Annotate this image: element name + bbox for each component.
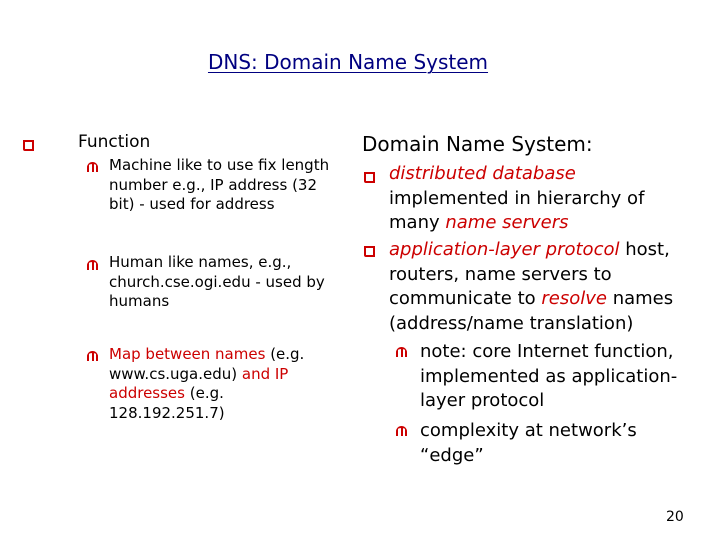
right-sub-note: note: core Internet function, implemented as application-layer protocol xyxy=(420,341,678,411)
right-item-distributed xyxy=(389,162,694,236)
sub-bullet-icon xyxy=(396,426,407,436)
right-heading: Domain Name System: xyxy=(362,132,593,156)
left-item-map xyxy=(109,345,341,423)
host-routers-text: host, routers, name servers to communicate to xyxy=(389,239,670,309)
right-sub-complexity: complexity at network’s “edge” xyxy=(420,420,637,466)
right-item-protocol xyxy=(389,238,694,336)
sub-bullet-icon xyxy=(87,162,98,172)
sub-bullet-icon xyxy=(87,351,98,361)
page-number: 20 xyxy=(666,509,684,525)
left-item-human: Human like names, e.g., church.cse.ogi.edu - used by humans xyxy=(109,253,325,310)
function-label: Function xyxy=(78,132,151,152)
hierarchy-text: implemented in hierarchy of many xyxy=(389,187,645,233)
ip-example-text: (e.g. 128.192.251.7) xyxy=(109,384,225,422)
application-layer-text: application-layer protocol xyxy=(389,239,620,260)
bullet-icon xyxy=(23,140,34,151)
left-item-machine: Machine like to use fix length number e.g., IP address (32 bit) - used for address xyxy=(109,156,330,213)
ip-addresses-text: and IP addresses xyxy=(109,364,289,402)
sub-bullet-icon xyxy=(396,347,407,357)
slide-title: DNS: Domain Name System xyxy=(207,50,489,74)
resolve-text: resolve xyxy=(541,288,607,309)
bullet-icon xyxy=(364,246,375,257)
distributed-database-text: distributed database xyxy=(389,163,576,184)
sub-bullet-icon xyxy=(87,260,98,270)
name-servers-text: name servers xyxy=(445,212,569,233)
translation-text: names (address/name translation) xyxy=(389,288,674,334)
map-names-text: Map between names xyxy=(109,345,266,363)
map-example-text: (e.g. www.cs.uga.edu) xyxy=(109,345,305,383)
bullet-icon xyxy=(364,172,375,183)
